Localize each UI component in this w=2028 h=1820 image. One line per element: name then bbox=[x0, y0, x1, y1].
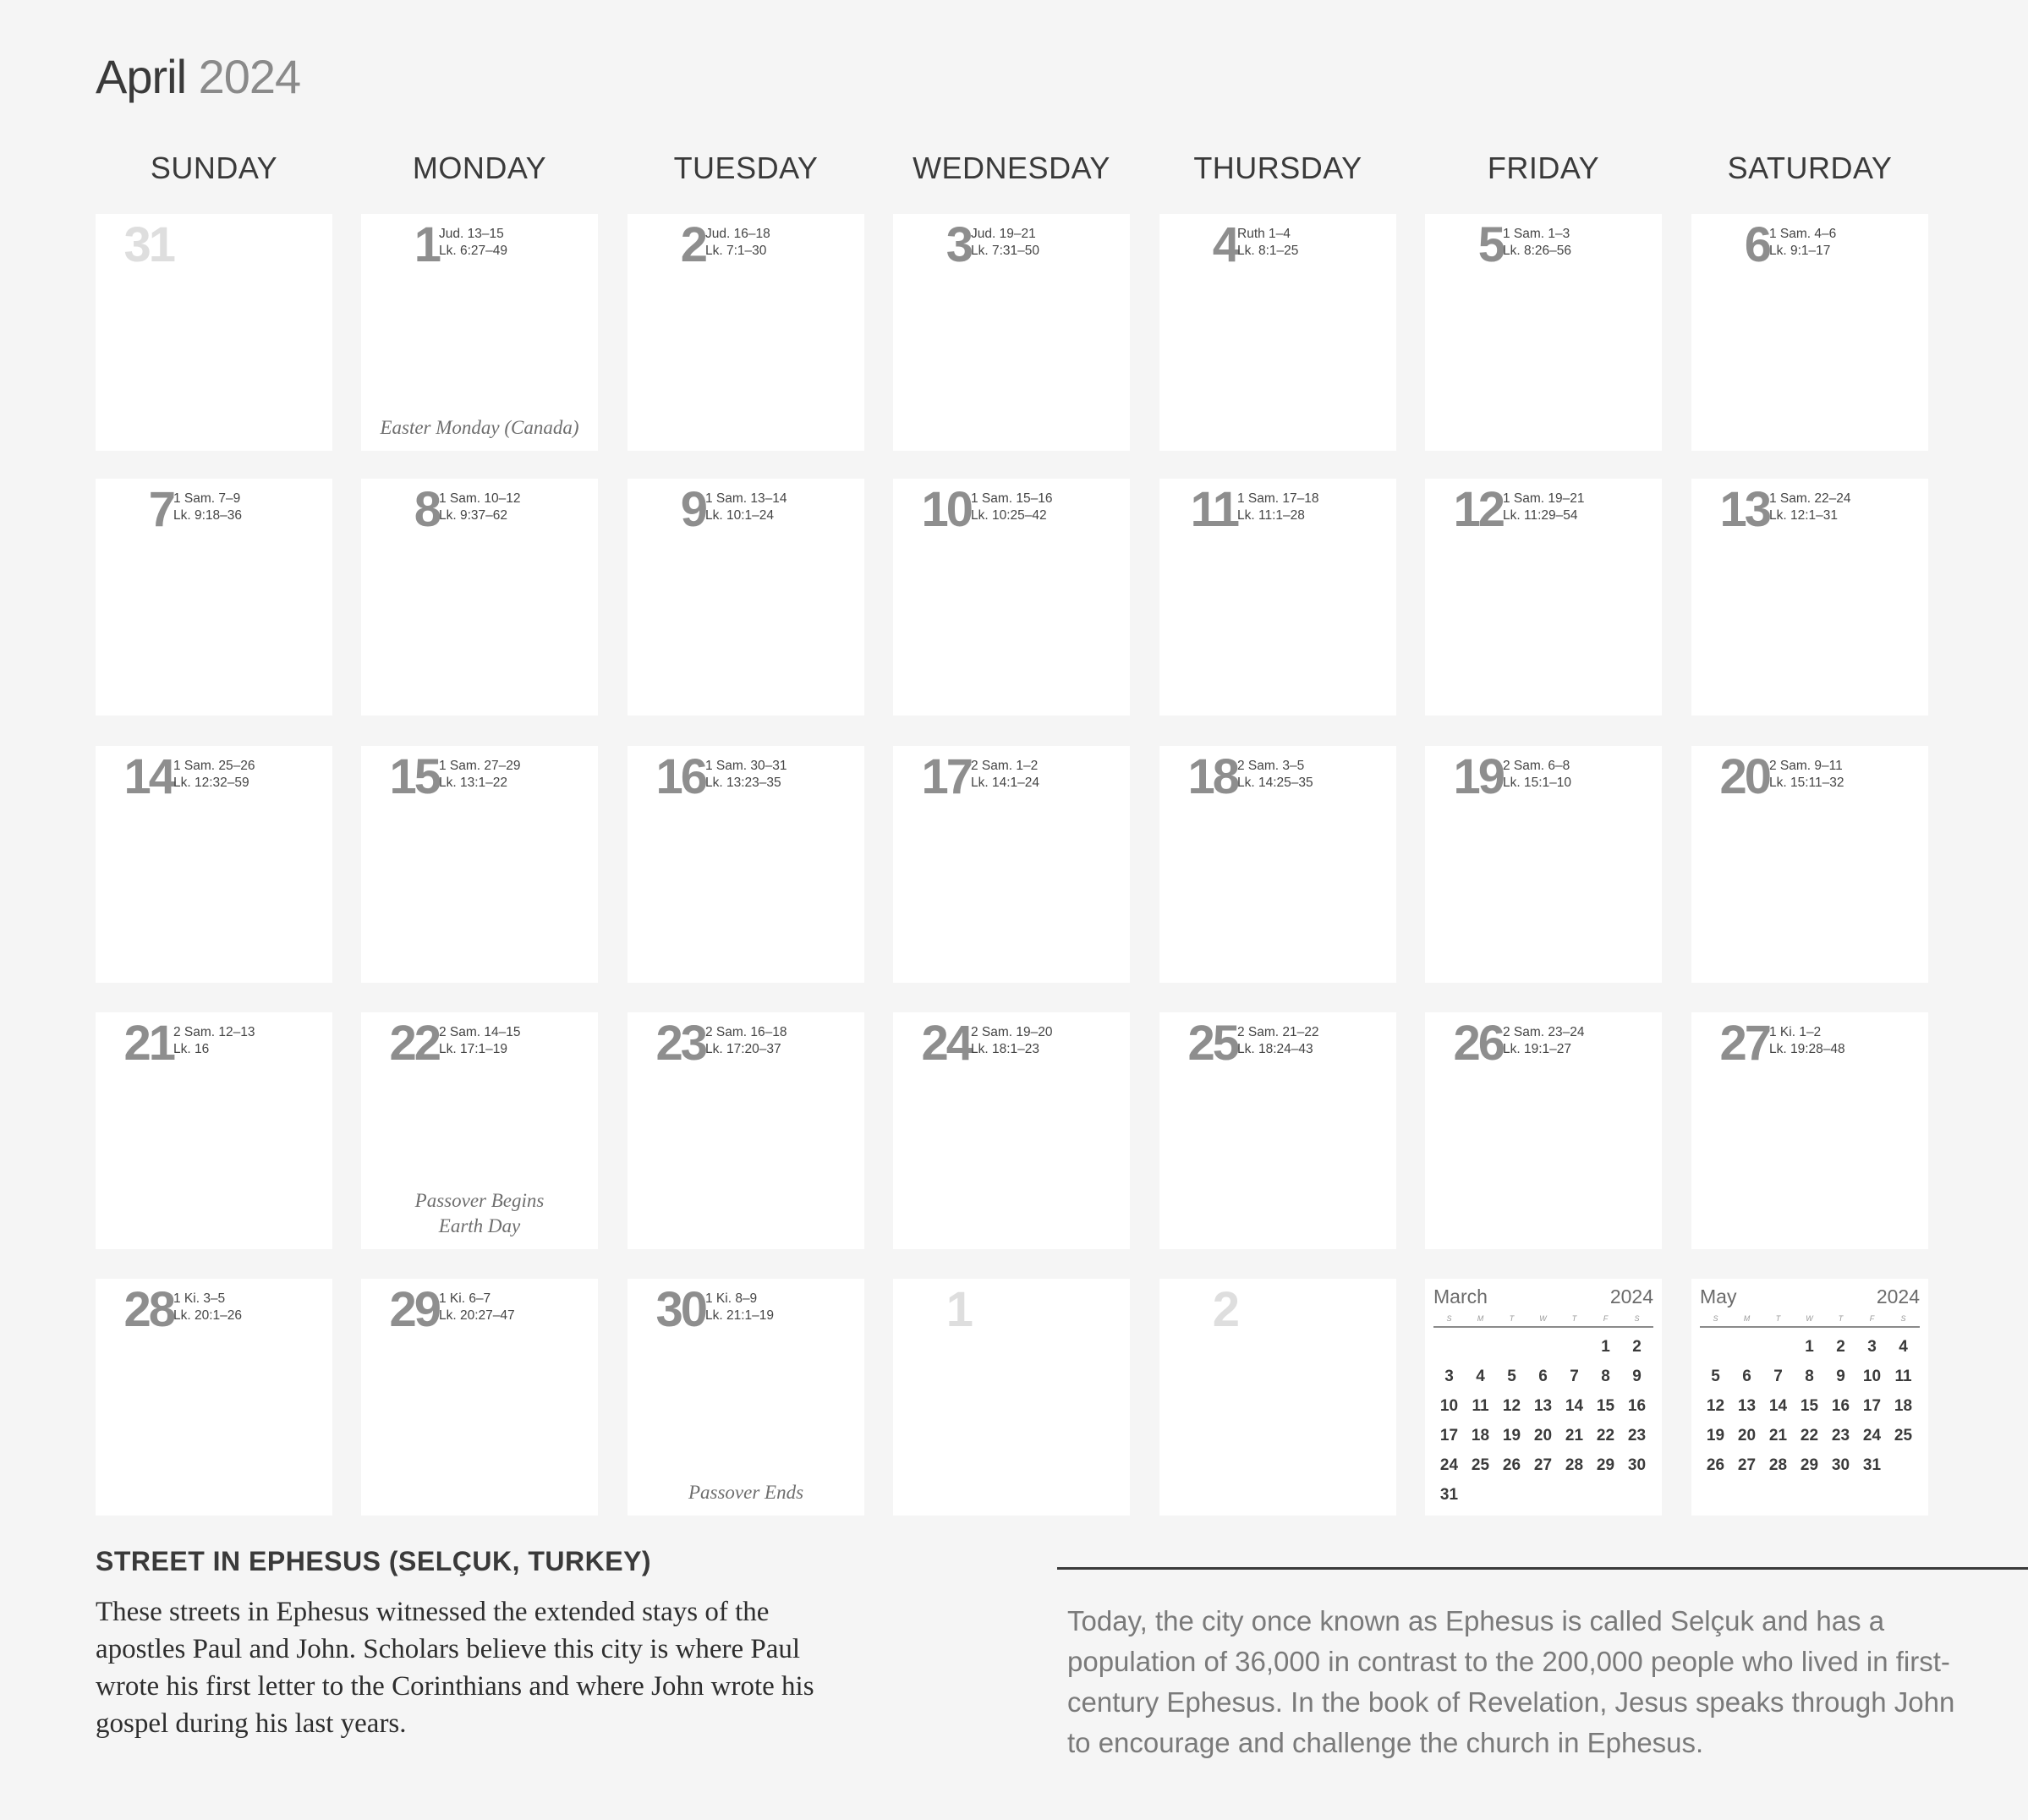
bible-reading bbox=[705, 491, 787, 524]
mini-day: 11 bbox=[1894, 1368, 1912, 1385]
mini-day: 9 bbox=[1632, 1368, 1642, 1385]
day-cell-adjacent-month[interactable] bbox=[893, 1279, 1130, 1516]
reading-old-testament: 1 Sam. 27–29 bbox=[439, 759, 521, 773]
day-cell[interactable] bbox=[361, 479, 598, 715]
day-cell[interactable] bbox=[361, 1012, 598, 1249]
reading-old-testament: 1 Sam. 7–9 bbox=[173, 491, 241, 506]
day-number: 24 bbox=[921, 1016, 971, 1071]
reading-luke: Lk. 12:1–31 bbox=[1769, 508, 1839, 523]
mini-day: 22 bbox=[1800, 1427, 1819, 1444]
mini-day: 12 bbox=[1706, 1397, 1725, 1415]
mini-weekday-letter: T bbox=[1775, 1314, 1781, 1323]
day-cell[interactable] bbox=[893, 214, 1130, 451]
holiday-note bbox=[361, 1188, 598, 1239]
mini-day: 30 bbox=[1627, 1456, 1647, 1474]
mini-day: 15 bbox=[1800, 1397, 1819, 1415]
bible-reading bbox=[1503, 758, 1571, 792]
reading-luke: Lk. 13:23–35 bbox=[705, 776, 781, 790]
reading-luke: Lk. 16 bbox=[173, 1042, 210, 1056]
reading-old-testament: 2 Sam. 3–5 bbox=[1237, 759, 1305, 773]
day-cell[interactable] bbox=[1159, 479, 1396, 715]
mini-day: 23 bbox=[1627, 1427, 1647, 1444]
bible-reading bbox=[971, 1024, 1053, 1058]
bible-reading bbox=[1503, 226, 1571, 260]
day-cell[interactable] bbox=[96, 479, 332, 715]
holiday-name: Earth Day bbox=[438, 1215, 521, 1236]
reading-old-testament: 1 Sam. 10–12 bbox=[439, 491, 521, 506]
bible-reading bbox=[1237, 1024, 1319, 1058]
mini-day: 15 bbox=[1596, 1397, 1615, 1415]
bible-reading bbox=[1769, 1024, 1845, 1058]
day-cell[interactable] bbox=[893, 1012, 1130, 1249]
reading-old-testament: 2 Sam. 14–15 bbox=[439, 1025, 521, 1039]
reading-luke: Lk. 15:1–10 bbox=[1503, 776, 1572, 790]
bible-reading bbox=[971, 226, 1039, 260]
reading-luke: Lk. 11:29–54 bbox=[1503, 508, 1578, 523]
mini-weekday-letter: F bbox=[1603, 1314, 1609, 1323]
reading-luke: Lk. 7:1–30 bbox=[705, 244, 767, 258]
mini-weekday-letter: T bbox=[1838, 1314, 1844, 1323]
mini-day: 7 bbox=[1773, 1368, 1783, 1385]
reading-luke: Lk. 20:1–26 bbox=[173, 1308, 243, 1323]
mini-weekday-letter: M bbox=[1743, 1314, 1751, 1323]
day-number: 16 bbox=[655, 749, 705, 804]
weekday-label: SATURDAY bbox=[1727, 151, 1893, 185]
mini-day: 8 bbox=[1805, 1368, 1814, 1385]
mini-day: 1 bbox=[1601, 1338, 1610, 1356]
mini-day: 28 bbox=[1565, 1456, 1584, 1474]
day-number: 4 bbox=[1212, 217, 1237, 272]
mini-calendar-header bbox=[1433, 1286, 1653, 1311]
mini-day: 31 bbox=[1439, 1486, 1459, 1504]
day-number: 5 bbox=[1477, 217, 1503, 272]
weekday-label: FRIDAY bbox=[1487, 151, 1600, 185]
day-cell[interactable] bbox=[628, 479, 864, 715]
reading-old-testament: Jud. 19–21 bbox=[971, 227, 1036, 241]
reading-luke: Lk. 11:1–28 bbox=[1237, 508, 1305, 523]
mini-day: 24 bbox=[1862, 1427, 1882, 1444]
caption-title: STREET IN EPHESUS (SELÇUK, TURKEY) bbox=[96, 1546, 652, 1576]
reading-old-testament: 1 Sam. 25–26 bbox=[173, 759, 255, 773]
mini-day: 10 bbox=[1439, 1397, 1459, 1415]
day-number: 17 bbox=[921, 749, 971, 804]
mini-weekday-letter: S bbox=[1900, 1314, 1906, 1323]
bible-reading bbox=[971, 491, 1053, 524]
day-cell[interactable] bbox=[1425, 214, 1662, 451]
mini-calendar-days bbox=[1433, 1338, 1653, 1516]
bible-reading bbox=[1503, 491, 1585, 524]
day-number: 9 bbox=[680, 482, 705, 537]
bible-reading bbox=[705, 1024, 787, 1058]
bible-reading bbox=[1769, 491, 1851, 524]
day-number: 13 bbox=[1719, 482, 1769, 537]
day-number: 7 bbox=[148, 482, 173, 537]
bible-reading bbox=[1237, 491, 1319, 524]
bible-reading bbox=[705, 1291, 774, 1324]
mini-calendar-weekdays bbox=[1700, 1314, 1920, 1328]
reading-old-testament: 1 Ki. 6–7 bbox=[439, 1291, 491, 1306]
mini-calendar-days bbox=[1700, 1338, 1920, 1516]
day-number: 21 bbox=[123, 1016, 173, 1071]
mini-calendar-may bbox=[1691, 1279, 1928, 1516]
reading-old-testament: 2 Sam. 21–22 bbox=[1237, 1025, 1319, 1039]
reading-luke: Lk. 7:31–50 bbox=[971, 244, 1040, 258]
mini-day: 6 bbox=[1742, 1368, 1751, 1385]
mini-day: 3 bbox=[1444, 1368, 1454, 1385]
bible-reading bbox=[439, 226, 507, 260]
reading-old-testament: Jud. 16–18 bbox=[705, 227, 770, 241]
day-number: 31 bbox=[123, 217, 173, 272]
weekday-label: WEDNESDAY bbox=[913, 151, 1110, 185]
mini-day: 30 bbox=[1831, 1456, 1850, 1474]
reading-luke: Lk. 18:24–43 bbox=[1237, 1042, 1313, 1056]
day-number: 1 bbox=[945, 1282, 971, 1337]
mini-day: 27 bbox=[1533, 1456, 1553, 1474]
mini-day: 4 bbox=[1476, 1368, 1485, 1385]
holiday-name: Easter Monday (Canada) bbox=[380, 417, 579, 438]
reading-old-testament: 2 Sam. 16–18 bbox=[705, 1025, 787, 1039]
mini-calendar-year: 2024 bbox=[1609, 1286, 1653, 1307]
mini-day: 31 bbox=[1862, 1456, 1882, 1474]
mini-day: 12 bbox=[1502, 1397, 1521, 1415]
reading-luke: Lk. 9:1–17 bbox=[1769, 244, 1831, 258]
day-number: 1 bbox=[414, 217, 439, 272]
day-number: 23 bbox=[655, 1016, 705, 1071]
day-number: 6 bbox=[1744, 217, 1769, 272]
mini-weekday-letter: S bbox=[1446, 1314, 1452, 1323]
day-cell[interactable] bbox=[628, 1012, 864, 1249]
page-title bbox=[96, 49, 300, 104]
reading-luke: Lk. 18:1–23 bbox=[971, 1042, 1040, 1056]
day-number: 26 bbox=[1453, 1016, 1503, 1071]
mini-day: 9 bbox=[1836, 1368, 1845, 1385]
divider-line bbox=[1057, 1567, 2028, 1570]
mini-day: 6 bbox=[1538, 1368, 1548, 1385]
reading-old-testament: Ruth 1–4 bbox=[1237, 227, 1291, 241]
reading-luke: Lk. 12:32–59 bbox=[173, 776, 249, 790]
reading-old-testament: 1 Sam. 13–14 bbox=[705, 491, 787, 506]
day-cell[interactable] bbox=[1159, 1012, 1396, 1249]
reading-luke: Lk. 19:1–27 bbox=[1503, 1042, 1572, 1056]
mini-day: 18 bbox=[1471, 1427, 1490, 1444]
mini-day: 14 bbox=[1768, 1397, 1788, 1415]
mini-calendar-year: 2024 bbox=[1876, 1286, 1920, 1307]
bible-reading bbox=[1769, 758, 1844, 792]
bible-reading bbox=[1503, 1024, 1585, 1058]
reading-luke: Lk. 13:1–22 bbox=[439, 776, 508, 790]
mini-day: 4 bbox=[1899, 1338, 1908, 1356]
reading-old-testament: 1 Ki. 1–2 bbox=[1769, 1025, 1822, 1039]
day-number: 11 bbox=[1190, 482, 1237, 537]
mini-day: 17 bbox=[1439, 1427, 1459, 1444]
reading-old-testament: 1 Ki. 3–5 bbox=[173, 1291, 226, 1306]
mini-weekday-letter: T bbox=[1571, 1314, 1577, 1323]
mini-calendar-header bbox=[1700, 1286, 1920, 1311]
day-cell[interactable] bbox=[96, 746, 332, 983]
reading-old-testament: 1 Sam. 30–31 bbox=[705, 759, 787, 773]
weekday-label: THURSDAY bbox=[1193, 151, 1362, 185]
mini-day: 10 bbox=[1862, 1368, 1882, 1385]
reading-luke: Lk. 17:20–37 bbox=[705, 1042, 781, 1056]
day-cell[interactable] bbox=[1691, 214, 1928, 451]
mini-day: 29 bbox=[1596, 1456, 1615, 1474]
day-number: 10 bbox=[921, 482, 971, 537]
reading-old-testament: 1 Ki. 8–9 bbox=[705, 1291, 758, 1306]
mini-day: 13 bbox=[1533, 1397, 1553, 1415]
day-number: 20 bbox=[1719, 749, 1769, 804]
reading-old-testament: 1 Sam. 1–3 bbox=[1503, 227, 1570, 241]
mini-day: 29 bbox=[1800, 1456, 1819, 1474]
mini-day: 3 bbox=[1867, 1338, 1877, 1356]
weekday-label: TUESDAY bbox=[673, 151, 819, 185]
day-cell[interactable] bbox=[628, 1279, 864, 1516]
holiday-name: Passover Ends bbox=[688, 1482, 804, 1503]
holiday-note bbox=[361, 415, 598, 441]
day-number: 3 bbox=[945, 217, 971, 272]
mini-day: 5 bbox=[1507, 1368, 1516, 1385]
day-cell-adjacent-month[interactable] bbox=[1159, 1279, 1396, 1516]
day-number: 25 bbox=[1187, 1016, 1237, 1071]
bible-reading bbox=[1237, 758, 1313, 792]
mini-day: 5 bbox=[1711, 1368, 1720, 1385]
mini-weekday-letter: M bbox=[1477, 1314, 1484, 1323]
mini-day: 7 bbox=[1570, 1368, 1579, 1385]
mini-day: 26 bbox=[1502, 1456, 1521, 1474]
day-cell[interactable] bbox=[1691, 746, 1928, 983]
reading-old-testament: 1 Sam. 17–18 bbox=[1237, 491, 1319, 506]
reading-old-testament: 1 Sam. 4–6 bbox=[1769, 227, 1837, 241]
reading-luke: Lk. 21:1–19 bbox=[705, 1308, 775, 1323]
reading-old-testament: 2 Sam. 12–13 bbox=[173, 1025, 255, 1039]
reading-old-testament: 1 Sam. 22–24 bbox=[1769, 491, 1851, 506]
bible-reading bbox=[439, 1291, 515, 1324]
day-number: 27 bbox=[1719, 1016, 1769, 1071]
reading-luke: Lk. 8:1–25 bbox=[1237, 244, 1299, 258]
reading-luke: Lk. 14:25–35 bbox=[1237, 776, 1313, 790]
mini-day: 2 bbox=[1836, 1338, 1845, 1356]
reading-luke: Lk. 6:27–49 bbox=[439, 244, 508, 258]
mini-day: 11 bbox=[1472, 1397, 1489, 1415]
reading-old-testament: 1 Sam. 19–21 bbox=[1503, 491, 1585, 506]
reading-luke: Lk. 14:1–24 bbox=[971, 776, 1040, 790]
day-cell[interactable] bbox=[361, 1279, 598, 1516]
day-cell[interactable] bbox=[96, 1012, 332, 1249]
day-number: 22 bbox=[389, 1016, 439, 1071]
title-month: April bbox=[96, 50, 187, 103]
bible-reading bbox=[173, 491, 242, 524]
mini-day: 17 bbox=[1862, 1397, 1882, 1415]
reading-old-testament: 2 Sam. 9–11 bbox=[1769, 759, 1843, 773]
day-cell[interactable] bbox=[96, 1279, 332, 1516]
reading-luke: Lk. 19:28–48 bbox=[1769, 1042, 1845, 1056]
bible-reading bbox=[1237, 226, 1298, 260]
mini-day: 8 bbox=[1601, 1368, 1610, 1385]
day-number: 8 bbox=[414, 482, 439, 537]
reading-old-testament: 2 Sam. 1–2 bbox=[971, 759, 1039, 773]
caption-body: These streets in Ephesus witnessed the extended stays of the apostles Paul and John. Scholars believe this city is where Paul wrote his first letter to the Corinthians and where John wrote his gospel during his last years. bbox=[96, 1597, 814, 1739]
day-number: 2 bbox=[1212, 1282, 1237, 1337]
title-year: 2024 bbox=[198, 50, 301, 103]
day-cell-adjacent-month[interactable] bbox=[96, 214, 332, 451]
day-number: 28 bbox=[123, 1282, 173, 1337]
bible-reading bbox=[173, 758, 255, 792]
weekday-label: SUNDAY bbox=[150, 151, 278, 185]
reading-luke: Lk. 8:26–56 bbox=[1503, 244, 1572, 258]
bible-reading bbox=[173, 1291, 242, 1324]
day-number: 14 bbox=[123, 749, 173, 804]
day-cell[interactable] bbox=[1691, 1012, 1928, 1249]
mini-day: 1 bbox=[1805, 1338, 1814, 1356]
mini-day: 2 bbox=[1632, 1338, 1642, 1356]
day-cell[interactable] bbox=[1425, 746, 1662, 983]
day-cell[interactable] bbox=[628, 746, 864, 983]
mini-day: 25 bbox=[1894, 1427, 1913, 1444]
mini-calendar-month: March bbox=[1433, 1286, 1488, 1307]
mini-day: 22 bbox=[1596, 1427, 1615, 1444]
mini-day: 28 bbox=[1768, 1456, 1788, 1474]
weekday-label: MONDAY bbox=[412, 151, 547, 185]
day-number: 2 bbox=[680, 217, 705, 272]
reading-old-testament: 1 Sam. 15–16 bbox=[971, 491, 1053, 506]
day-cell[interactable] bbox=[628, 214, 864, 451]
reading-old-testament: 2 Sam. 6–8 bbox=[1503, 759, 1570, 773]
calendar-grid bbox=[96, 214, 1933, 1516]
day-number: 15 bbox=[389, 749, 439, 804]
day-cell[interactable] bbox=[893, 479, 1130, 715]
mini-weekday-letter: W bbox=[1539, 1314, 1547, 1323]
weekday-header-row bbox=[96, 151, 1933, 198]
mini-day: 16 bbox=[1627, 1397, 1647, 1415]
mini-day: 13 bbox=[1737, 1397, 1757, 1415]
mini-day: 20 bbox=[1737, 1427, 1757, 1444]
reading-luke: Lk. 10:1–24 bbox=[705, 508, 775, 523]
day-cell[interactable] bbox=[893, 746, 1130, 983]
day-cell[interactable] bbox=[1691, 479, 1928, 715]
bible-reading bbox=[173, 1024, 255, 1058]
day-number: 18 bbox=[1187, 749, 1237, 804]
mini-day: 25 bbox=[1471, 1456, 1490, 1474]
mini-day: 16 bbox=[1831, 1397, 1850, 1415]
reading-old-testament: 2 Sam. 23–24 bbox=[1503, 1025, 1585, 1039]
side-text: Today, the city once known as Ephesus is called Selçuk and has a population of 36,000 in contrast to the 200,000 people who lived in first-century Ephesus. In the book of Revelation, Jesus speaks through John to encourage and challenge the church in Ephesus. bbox=[1067, 1605, 1955, 1758]
mini-day: 14 bbox=[1565, 1397, 1584, 1415]
mini-day: 18 bbox=[1894, 1397, 1913, 1415]
day-cell[interactable] bbox=[1159, 214, 1396, 451]
bible-reading bbox=[705, 226, 770, 260]
mini-calendar-march bbox=[1425, 1279, 1662, 1516]
day-number: 12 bbox=[1453, 482, 1503, 537]
mini-day: 27 bbox=[1737, 1456, 1757, 1474]
reading-luke: Lk. 10:25–42 bbox=[971, 508, 1047, 523]
reading-old-testament: Jud. 13–15 bbox=[439, 227, 504, 241]
holiday-note bbox=[628, 1480, 864, 1505]
mini-weekday-letter: F bbox=[1869, 1314, 1875, 1323]
reading-old-testament: 2 Sam. 19–20 bbox=[971, 1025, 1053, 1039]
mini-day: 23 bbox=[1831, 1427, 1850, 1444]
reading-luke: Lk. 15:11–32 bbox=[1769, 776, 1844, 790]
mini-calendar-weekdays bbox=[1433, 1314, 1653, 1328]
mini-day: 26 bbox=[1706, 1456, 1725, 1474]
bible-reading bbox=[439, 758, 521, 792]
day-cell[interactable] bbox=[361, 746, 598, 983]
mini-day: 24 bbox=[1439, 1456, 1459, 1474]
holiday-name: Passover Begins bbox=[414, 1190, 545, 1211]
bible-reading bbox=[439, 1024, 521, 1058]
mini-day: 21 bbox=[1565, 1427, 1584, 1444]
mini-day: 19 bbox=[1502, 1427, 1521, 1444]
day-number: 30 bbox=[655, 1282, 705, 1337]
mini-weekday-letter: W bbox=[1806, 1314, 1813, 1323]
day-cell[interactable] bbox=[1425, 479, 1662, 715]
mini-weekday-letter: T bbox=[1509, 1314, 1515, 1323]
mini-day: 20 bbox=[1533, 1427, 1553, 1444]
mini-calendar-month: May bbox=[1700, 1286, 1737, 1307]
bible-reading bbox=[705, 758, 787, 792]
mini-weekday-letter: S bbox=[1713, 1314, 1718, 1323]
reading-luke: Lk. 20:27–47 bbox=[439, 1308, 515, 1323]
day-cell[interactable] bbox=[1159, 746, 1396, 983]
reading-luke: Lk. 9:37–62 bbox=[439, 508, 508, 523]
bible-reading bbox=[1769, 226, 1836, 260]
bible-reading bbox=[439, 491, 521, 524]
reading-luke: Lk. 9:18–36 bbox=[173, 508, 243, 523]
day-number: 29 bbox=[389, 1282, 439, 1337]
mini-weekday-letter: S bbox=[1634, 1314, 1640, 1323]
day-cell[interactable] bbox=[361, 214, 598, 451]
day-cell[interactable] bbox=[1425, 1012, 1662, 1249]
reading-luke: Lk. 17:1–19 bbox=[439, 1042, 508, 1056]
mini-day: 21 bbox=[1768, 1427, 1788, 1444]
mini-day: 19 bbox=[1706, 1427, 1725, 1444]
day-number: 19 bbox=[1453, 749, 1503, 804]
bible-reading bbox=[971, 758, 1039, 792]
